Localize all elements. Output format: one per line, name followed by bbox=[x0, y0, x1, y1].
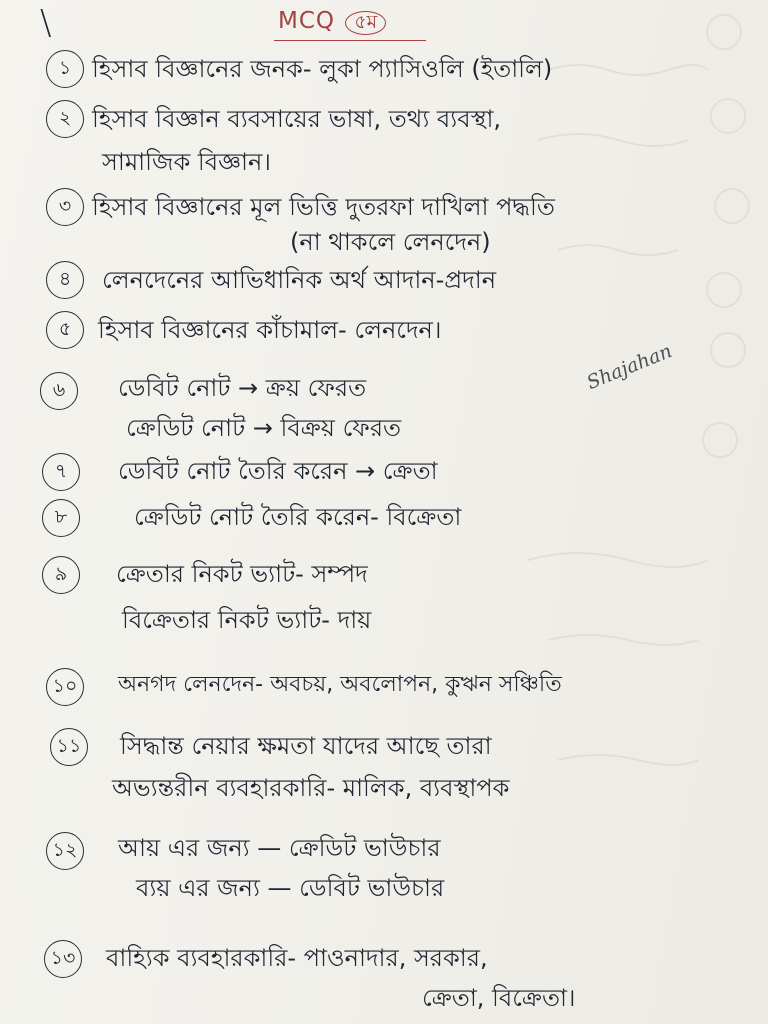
item-text: আয় এর জন্য — ক্রেডিট ভাউচার bbox=[118, 834, 441, 862]
item-number: ১ bbox=[46, 50, 84, 88]
item-number: ৮ bbox=[42, 499, 80, 537]
heading-label: MCQ bbox=[278, 8, 336, 34]
item-text-continued: (না থাকলে লেনদেন) bbox=[290, 228, 491, 256]
item-number: ৩ bbox=[46, 188, 84, 226]
item-text: ক্রেতার নিকট ভ্যাট- সম্পদ bbox=[116, 560, 368, 588]
check-mark: \ bbox=[40, 3, 52, 43]
item-text: হিসাব বিজ্ঞানের মূল ভিত্তি দুতরফা দাখিলা পদ্ধতি bbox=[92, 193, 555, 221]
item-text-continued: সামাজিক বিজ্ঞান। bbox=[102, 148, 271, 176]
item-text: বাহ্যিক ব্যবহারকারি- পাওনাদার, সরকার, bbox=[106, 944, 488, 972]
heading-underline bbox=[274, 40, 426, 41]
item-text-continued: অভ্যন্তরীন ব্যবহারকারি- মালিক, ব্যবস্থাপক bbox=[112, 774, 510, 802]
item-number: ৭ bbox=[42, 453, 80, 491]
item-number: ৬ bbox=[40, 372, 78, 410]
page-heading bbox=[278, 10, 386, 35]
item-text-continued: ক্রেতা, বিক্রেতা। bbox=[422, 984, 576, 1012]
item-number: ৯ bbox=[42, 556, 80, 594]
item-text: হিসাব বিজ্ঞান ব্যবসায়ের ভাষা, তথ্য ব্যবস্থা, bbox=[92, 105, 502, 133]
item-text: অনগদ লেনদেন- অবচয়, অবলোপন, কুঋন সঞ্চিতি bbox=[118, 672, 562, 697]
item-text: ডেবিট নোট তৈরি করেন → ক্রেতা bbox=[118, 457, 438, 485]
item-text: ডেবিট নোট → ক্রয় ফেরত bbox=[118, 374, 367, 402]
signature: Shajahan bbox=[583, 340, 676, 394]
item-text-continued: ক্রেডিট নোট → বিক্রয় ফেরত bbox=[126, 414, 402, 442]
item-number: ৪ bbox=[46, 261, 84, 299]
item-number: ৫ bbox=[46, 311, 84, 349]
item-number: ১৩ bbox=[44, 940, 82, 978]
item-text: লেনদেনের আভিধানিক অর্থ আদান-প্রদান bbox=[102, 266, 497, 294]
item-text-continued: ব্যয় এর জন্য — ডেবিট ভাউচার bbox=[136, 874, 445, 902]
item-text: সিদ্ধান্ত নেয়ার ক্ষমতা যাদের আছে তারা bbox=[120, 732, 492, 760]
item-number: ১১ bbox=[50, 728, 88, 766]
item-text: হিসাব বিজ্ঞানের জনক- লুকা প্যাসিওলি (ইতালি) bbox=[92, 55, 553, 83]
heading-badge: ৫ম bbox=[345, 11, 386, 35]
bleed-through-marks bbox=[528, 0, 768, 1024]
item-text-continued: বিক্রেতার নিকট ভ্যাট- দায় bbox=[122, 606, 372, 634]
item-number: ২ bbox=[46, 100, 84, 138]
item-text: হিসাব বিজ্ঞানের কাঁচামাল- লেনদেন। bbox=[98, 316, 442, 344]
item-text: ক্রেডিট নোট তৈরি করেন- বিক্রেতা bbox=[134, 503, 462, 531]
item-number: ১২ bbox=[46, 832, 84, 870]
item-number: ১০ bbox=[46, 668, 84, 706]
